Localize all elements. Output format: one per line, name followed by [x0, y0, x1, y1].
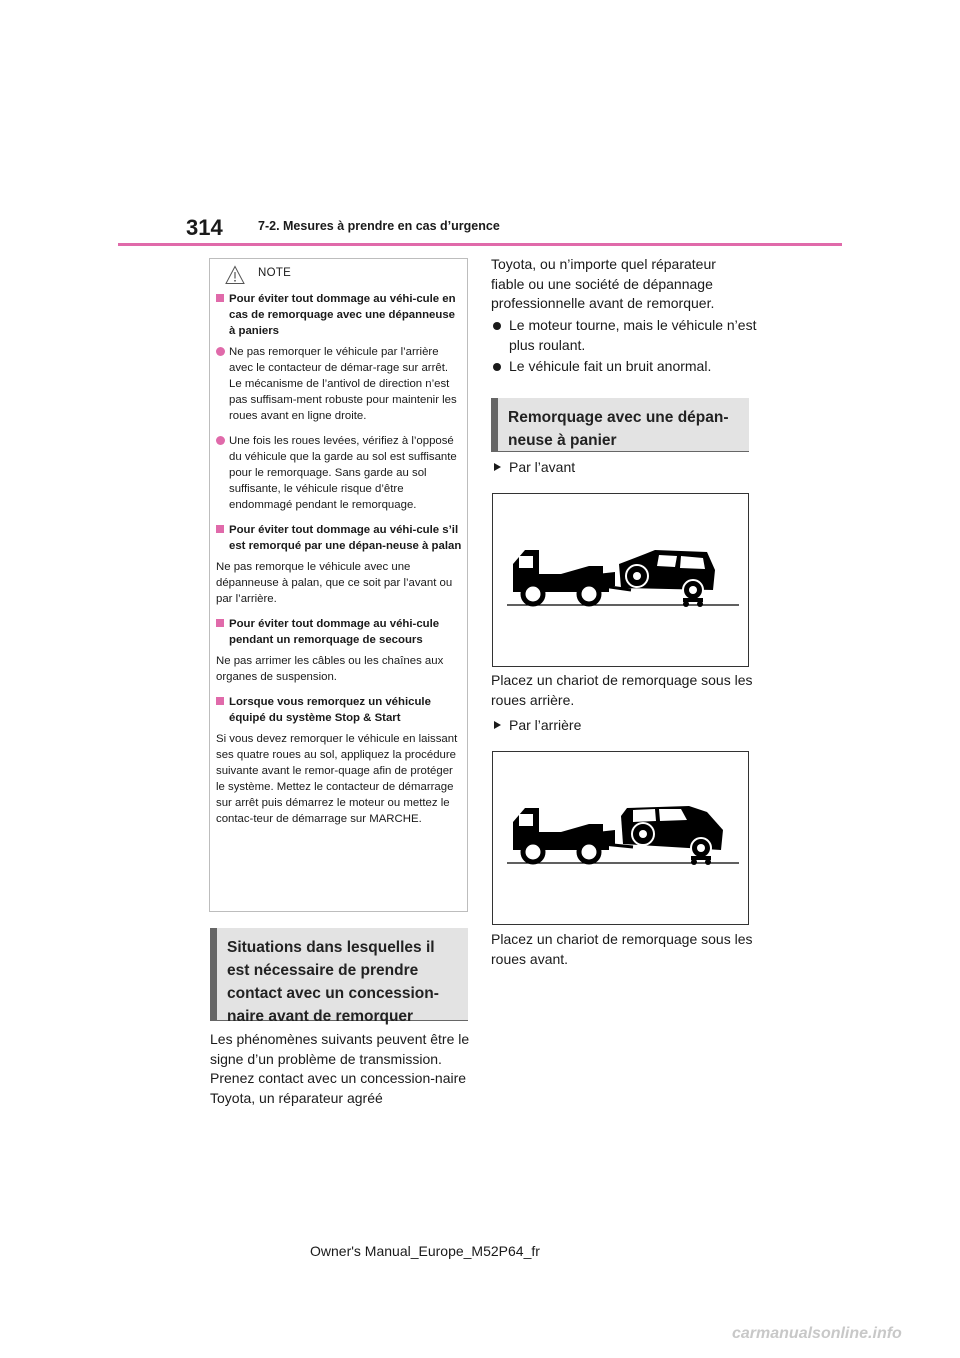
note-paragraph: Ne pas remorque le véhicule avec une dépanneuse à palan, que ce soit par l’avant ou par l’arrière. [216, 561, 453, 605]
note-heading: Pour éviter tout dommage au véhi-cule pendant un remorquage de secours [216, 616, 462, 648]
page-number: 314 [186, 215, 223, 240]
front-towing-caption: Placez un chariot de remorquage sous les roues arrière. [491, 672, 753, 708]
situations-paragraph: Les phénomènes suivants peuvent être le signe d’un problème de transmission. Prenez contact avec un concession-naire Toyota, un réparateur agréé [210, 1031, 470, 1106]
note-bullet: Une fois les roues levées, vérifiez à l’opposé du véhicule que la garde au sol est suffisante pour le remorquage. Sans garde au sol suffisante, le véhicule risque d’être endommagé pendant le remorquage. [216, 433, 462, 513]
front-towing-label: Par l’avant [491, 458, 575, 478]
figure-front-towing [492, 493, 749, 667]
warning-icon [225, 265, 245, 285]
section-heading-remorquage: Remorquage avec une dépan-neuse à panier [491, 398, 749, 452]
note-bullet: Ne pas remorquer le véhicule par l’arrière avec le contacteur de démar-rage sur arrêt. Le mécanisme de l’antivol de direction n’est pas suffisam-ment robuste pour maintenir les roues avant en ligne droite. [216, 344, 462, 424]
figure-rear-towing [492, 751, 749, 925]
note-paragraph: Si vous devez remorquer le véhicule en laissant ses quatre roues au sol, appliquez la procédure suivante avant le remor-quage afin de protéger le système. Mettez le contacteur de démarrage sur arrêt puis démarrez le moteur ou mettez le contac-teur de démarrage sur MARCHE. [216, 733, 458, 825]
rear-towing-label: Par l’arrière [491, 716, 581, 736]
section-heading-situations: Situations dans lesquelles il est nécessaire de prendre contact avec un concession-naire avant de remorquer [210, 928, 468, 1021]
note-heading: Lorsque vous remorquez un véhicule équipé du système Stop & Start [216, 694, 462, 726]
continuation-paragraph: Toyota, ou n’importe quel réparateur fiable ou une société de dépannage professionnelle avant de remorquer. [491, 256, 716, 311]
bullet-item: Le moteur tourne, mais le véhicule n’est plus roulant. [491, 316, 767, 355]
note-header [210, 265, 467, 285]
section-title: 7-2. Mesures à prendre en cas d’urgence [258, 219, 500, 233]
footer-manual-id: Owner's Manual_Europe_M52P64_fr [310, 1243, 540, 1259]
bullet-item: Le véhicule fait un bruit anormal. [491, 357, 767, 377]
header-rule [118, 243, 842, 246]
note-content [216, 291, 462, 836]
note-label: NOTE [258, 267, 292, 279]
watermark: carmanualsonline.info [732, 1325, 902, 1342]
tow-truck-front-illustration [493, 494, 748, 666]
tow-truck-rear-illustration [493, 752, 748, 924]
note-paragraph: Ne pas arrimer les câbles ou les chaînes aux organes de suspension. [216, 655, 444, 683]
note-heading: Pour éviter tout dommage au véhi-cule s’il est remorqué par une dépan-neuse à palan [216, 522, 462, 554]
rear-towing-caption: Placez un chariot de remorquage sous les roues avant. [491, 931, 753, 967]
note-box [209, 258, 468, 912]
note-heading: Pour éviter tout dommage au véhi-cule en cas de remorquage avec une dépanneuse à paniers [216, 291, 462, 339]
